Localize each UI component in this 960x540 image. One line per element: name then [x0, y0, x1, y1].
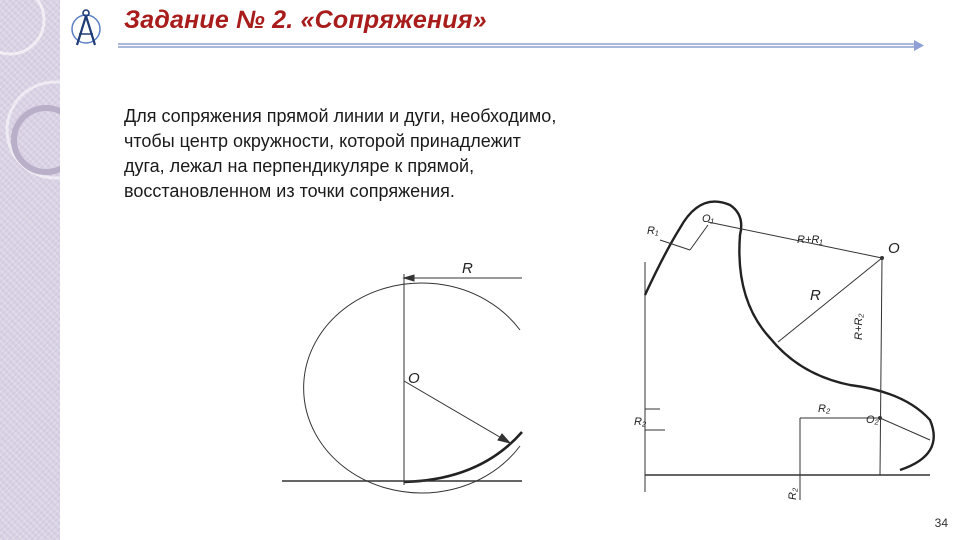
label-r: R — [810, 287, 821, 304]
o2-radius-line — [880, 418, 930, 440]
center-point-o — [880, 256, 884, 260]
label-r: R — [462, 260, 473, 277]
body-line: дуга, лежал на перпендикуляре к прямой, — [124, 156, 475, 176]
r-radius-line — [778, 258, 882, 342]
title-underline-arrow — [118, 38, 928, 54]
label-r2: R₂ — [818, 403, 831, 415]
left-figure — [282, 274, 522, 493]
label-r1: R₁ — [647, 225, 659, 237]
label-r2-left: R₂ — [634, 416, 647, 428]
label-r-plus-r1: R+R₁ — [797, 234, 823, 246]
r-plus-r1-line — [708, 222, 882, 258]
sidebar-circles — [0, 0, 60, 540]
body-line: восстановленном из точки сопряжения. — [124, 181, 455, 201]
body-line: Для сопряжения прямой линии и дуги, необходимо, — [124, 106, 557, 126]
r-plus-r2-line — [880, 258, 882, 475]
label-r-plus-r2: R+R₂ — [853, 313, 865, 340]
dimension-arrowhead — [404, 275, 414, 281]
label-o2: O₂ — [866, 414, 879, 426]
r1-leader-line — [660, 240, 690, 250]
r1-radius-line — [690, 225, 708, 250]
compass-icon — [66, 8, 106, 48]
label-o: O — [888, 240, 900, 257]
slide-title: Задание № 2. «Сопряжения» — [124, 6, 487, 34]
page-number: 34 — [934, 516, 948, 530]
label-r2-bottom: R₂ — [787, 487, 799, 500]
label-o1: O₁ — [702, 213, 715, 225]
radius-arrowhead — [498, 434, 510, 443]
label-o-center: O — [408, 370, 420, 387]
decorative-sidebar — [0, 0, 60, 540]
conjugation-drawing — [270, 185, 960, 505]
radius-line — [404, 381, 510, 443]
body-line: чтобы центр окружности, которой принадлежит — [124, 131, 521, 151]
